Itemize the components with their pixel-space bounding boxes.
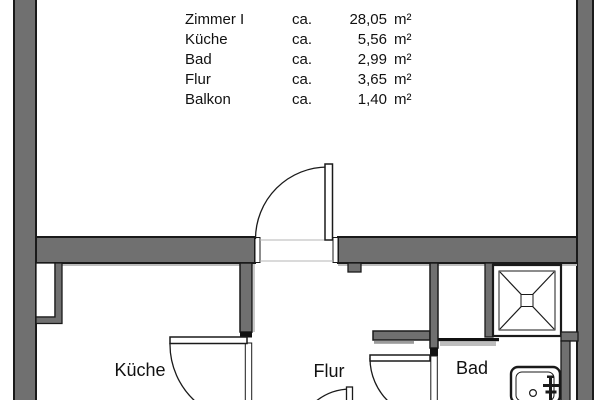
room-name: Balkon bbox=[185, 91, 231, 108]
kitchen-flur-wall bbox=[240, 263, 255, 400]
area-value: 2,99 bbox=[357, 51, 387, 68]
approx-label: ca. bbox=[292, 71, 313, 88]
kitchen-door bbox=[170, 337, 247, 400]
wall-pier bbox=[348, 263, 361, 272]
left-exterior-wall bbox=[14, 0, 36, 400]
zimmer-door bbox=[256, 164, 333, 240]
area-value: 5,56 bbox=[357, 31, 387, 48]
area-unit: m² bbox=[394, 11, 412, 28]
kitchen-door-leaf bbox=[170, 337, 247, 344]
shaft-left-wall bbox=[485, 263, 493, 337]
legend-row bbox=[185, 30, 412, 50]
shaft-x-symbol bbox=[485, 263, 561, 337]
area-value: 28,05 bbox=[349, 11, 387, 28]
area-value: 1,40 bbox=[357, 91, 387, 108]
bottom-right-walls bbox=[561, 332, 578, 400]
room-label-bad: Bad bbox=[455, 358, 489, 378]
entrance-door-swing-arc bbox=[315, 389, 350, 400]
legend-row bbox=[185, 50, 412, 70]
door-jamb bbox=[333, 238, 338, 263]
bad-door bbox=[370, 355, 430, 400]
approx-label: ca. bbox=[292, 11, 313, 28]
area-legend bbox=[185, 10, 412, 110]
wall-end-cap bbox=[430, 348, 438, 356]
area-value: 3,65 bbox=[357, 71, 387, 88]
washbasin-symbol bbox=[511, 367, 560, 400]
bad-door-leaf bbox=[370, 355, 430, 361]
flur-wall-stub bbox=[373, 331, 430, 340]
door-reveal bbox=[245, 343, 251, 400]
zimmer-door-swing-arc bbox=[256, 167, 328, 239]
zimmer-door-leaf bbox=[325, 164, 333, 240]
entrance-door-leaf bbox=[347, 387, 353, 400]
door-jamb bbox=[255, 238, 260, 263]
approx-label: ca. bbox=[292, 91, 313, 108]
bad-niche-edge bbox=[438, 338, 499, 346]
room-label-kueche: Küche bbox=[114, 360, 166, 380]
bad-door-swing-arc bbox=[370, 358, 389, 400]
approx-label: ca. bbox=[292, 51, 313, 68]
room-name: Zimmer I bbox=[185, 11, 245, 28]
room-label-flur: Flur bbox=[313, 361, 345, 381]
area-unit: m² bbox=[394, 71, 412, 88]
legend-row bbox=[185, 70, 412, 90]
flur-bad-wall bbox=[373, 263, 438, 400]
drain-icon bbox=[530, 390, 537, 397]
area-unit: m² bbox=[394, 51, 412, 68]
area-unit: m² bbox=[394, 91, 412, 108]
room-name: Küche bbox=[185, 31, 228, 48]
legend-row bbox=[185, 10, 412, 30]
room-name: Bad bbox=[185, 51, 212, 68]
kitchen-duct-niche bbox=[36, 263, 62, 324]
legend-row bbox=[185, 90, 412, 110]
room-name: Flur bbox=[185, 71, 211, 88]
entrance-door bbox=[315, 387, 353, 400]
approx-label: ca. bbox=[292, 31, 313, 48]
right-exterior-wall bbox=[577, 0, 593, 400]
area-unit: m² bbox=[394, 31, 412, 48]
